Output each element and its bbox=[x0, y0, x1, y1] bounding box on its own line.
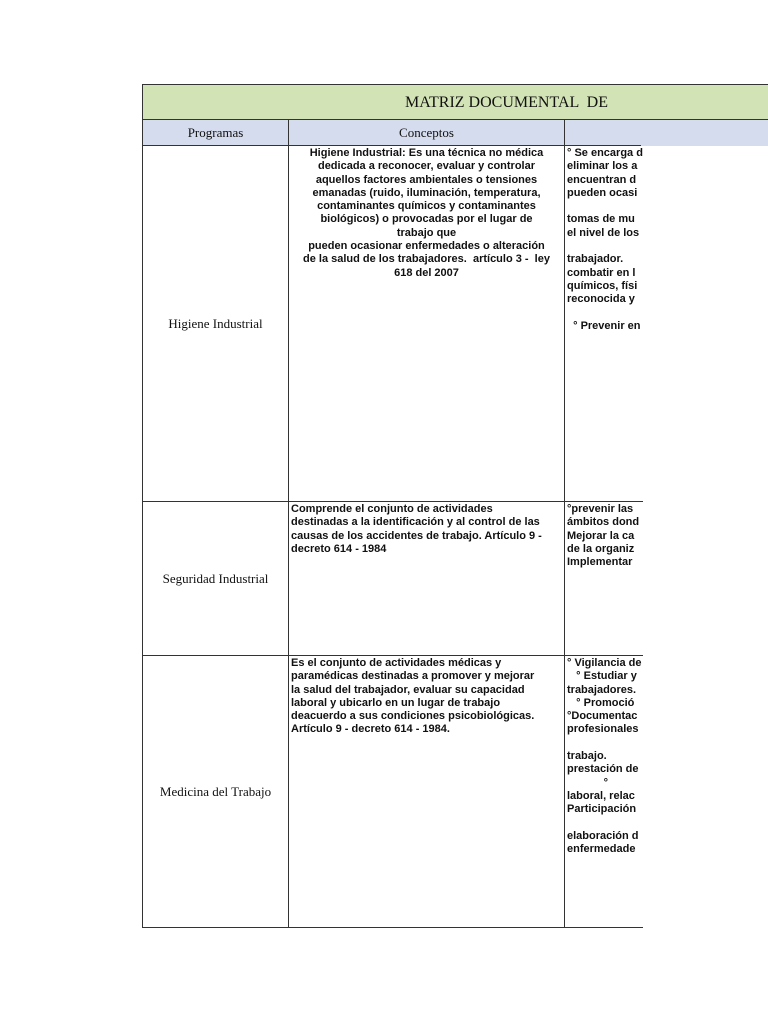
title-row bbox=[142, 84, 768, 120]
objectives-cell: ° Vigilancia de ° Estudiar y trabajadores. ° Promoció °Documentac profesionales trabajo. prestación de ° laboral, relac Participación elaboración d enfermedade bbox=[565, 656, 643, 928]
concept-text: Higiene Industrial: Es una técnica no médica dedicada a reconocer, evaluar y controlar aquellos factores ambientales o tensiones emanadas (ruido, iluminación, temperatura, contaminantes químicos y contaminantes biológicos) o provocadas por el lugar de trabajo que pueden ocasionar enfermedades o alteración de la salud de los trabajadores. artículo 3 - ley 618 del 2007 bbox=[303, 147, 550, 279]
objectives-cell: °prevenir las ámbitos dond Mejorar la ca de la organiz Implementar bbox=[565, 502, 643, 656]
program-cell: Medicina del Trabajo bbox=[142, 656, 289, 928]
header-conceptos: Conceptos bbox=[289, 120, 565, 146]
table-row bbox=[142, 146, 642, 502]
program-cell: Higiene Industrial bbox=[142, 146, 289, 502]
matrix-title: MATRIZ DOCUMENTAL DE bbox=[405, 94, 608, 111]
concept-cell bbox=[289, 656, 565, 928]
objectives-cell: ° Se encarga d eliminar los a encuentran d pueden ocasi tomas de mu el nivel de los trabajador. combatir en l químicos, físi reconocida y ° Prevenir en bbox=[565, 146, 643, 502]
header-extra bbox=[641, 120, 768, 146]
concept-cell bbox=[289, 146, 565, 502]
program-cell: Seguridad Industrial bbox=[142, 502, 289, 656]
header-programas: Programas bbox=[142, 120, 289, 146]
table-row bbox=[142, 502, 642, 656]
table-row bbox=[142, 656, 642, 928]
concept-text: Es el conjunto de actividades médicas y paramédicas destinadas a promover y mejorar la salud del trabajador, evaluar su capacidad laboral y ubicarlo en un lugar de trabajo deacuerdo a sus condiciones psicobiológicas. Artículo 9 - decreto 614 - 1984. bbox=[291, 657, 535, 736]
header-row bbox=[142, 120, 768, 146]
concept-cell bbox=[289, 502, 565, 656]
concept-text: Comprende el conjunto de actividades destinadas a la identificación y al control de las causas de los accidentes de trabajo. Artículo 9 - decreto 614 - 1984 bbox=[291, 503, 542, 555]
header-objectives bbox=[565, 120, 641, 146]
